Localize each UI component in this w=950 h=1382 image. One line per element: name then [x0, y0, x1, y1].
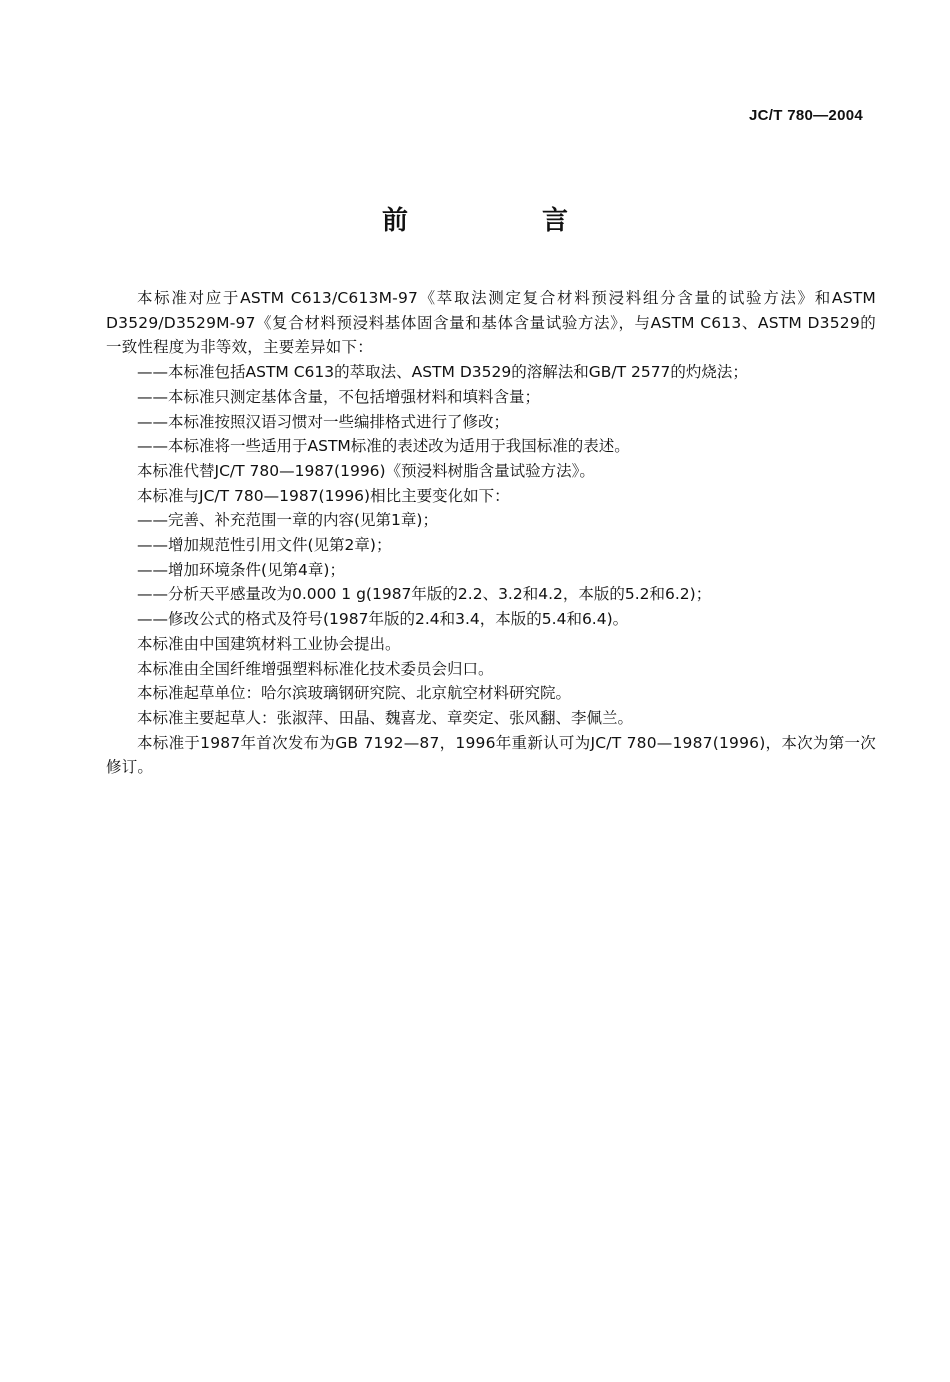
list-item-difference-4: ——本标准将一些适用于ASTM标准的表述改为适用于我国标准的表述。: [137, 437, 630, 456]
paragraph-changes: 本标准与JC/T 780—1987(1996)相比主要变化如下：: [137, 486, 510, 505]
list-item-difference-2: ——本标准只测定基体含量，不包括增强材料和填料含量；: [137, 387, 541, 406]
list-item-change-4: ——分析天平感量改为0.000 1 g(1987年版的2.2、3.2和4.2，本版的5.2和6.2)；: [137, 585, 712, 604]
standard-code: JC/T 780—2004: [749, 107, 863, 124]
page-title: 前 言: [381, 206, 622, 236]
paragraph-replaces: 本标准代替JC/T 780—1987(1996)《预浸料树脂含量试验方法》。: [137, 461, 595, 480]
list-item-difference-1: ——本标准包括ASTM C613的萃取法、ASTM D3529的溶解法和GB/T 2577的灼烧法；: [137, 363, 748, 382]
list-item-change-3: ——增加环境条件(见第4章)；: [137, 560, 345, 579]
paragraph-history: 本标准于1987年首次发布为GB 7192—87，1996年重新认可为JC/T 780—1987(1996)，本次为第一次修订。: [106, 733, 876, 777]
list-item-change-1: ——完善、补充范围一章的内容(见第1章)；: [137, 511, 438, 530]
paragraph-drafters: 本标准主要起草人：张淑萍、田晶、魏喜龙、章奕定、张风翻、李佩兰。: [137, 708, 634, 727]
list-item-difference-3: ——本标准按照汉语习惯对一些编排格式进行了修改；: [137, 412, 510, 431]
paragraph-drafting-units: 本标准起草单位：哈尔滨玻璃钢研究院、北京航空材料研究院。: [137, 684, 572, 703]
foreword-body: [106, 286, 876, 780]
paragraph-committee: 本标准由全国纤维增强塑料标准化技术委员会归口。: [137, 659, 494, 678]
list-item-change-2: ——增加规范性引用文件(见第2章)；: [137, 536, 392, 555]
paragraph-proposer: 本标准由中国建筑材料工业协会提出。: [137, 634, 401, 653]
paragraph-intro: 本标准对应于ASTM C613/C613M-97《萃取法测定复合材料预浸料组分含量的试验方法》和ASTM D3529/D3529M-97《复合材料预浸料基体固含量和基体含量试验方法》，与ASTM C613、ASTM D3529的一致性程度为非等效，主要差异如下：: [106, 289, 876, 357]
list-item-change-5: ——修改公式的格式及符号(1987年版的2.4和3.4，本版的5.4和6.4)。: [137, 610, 629, 629]
